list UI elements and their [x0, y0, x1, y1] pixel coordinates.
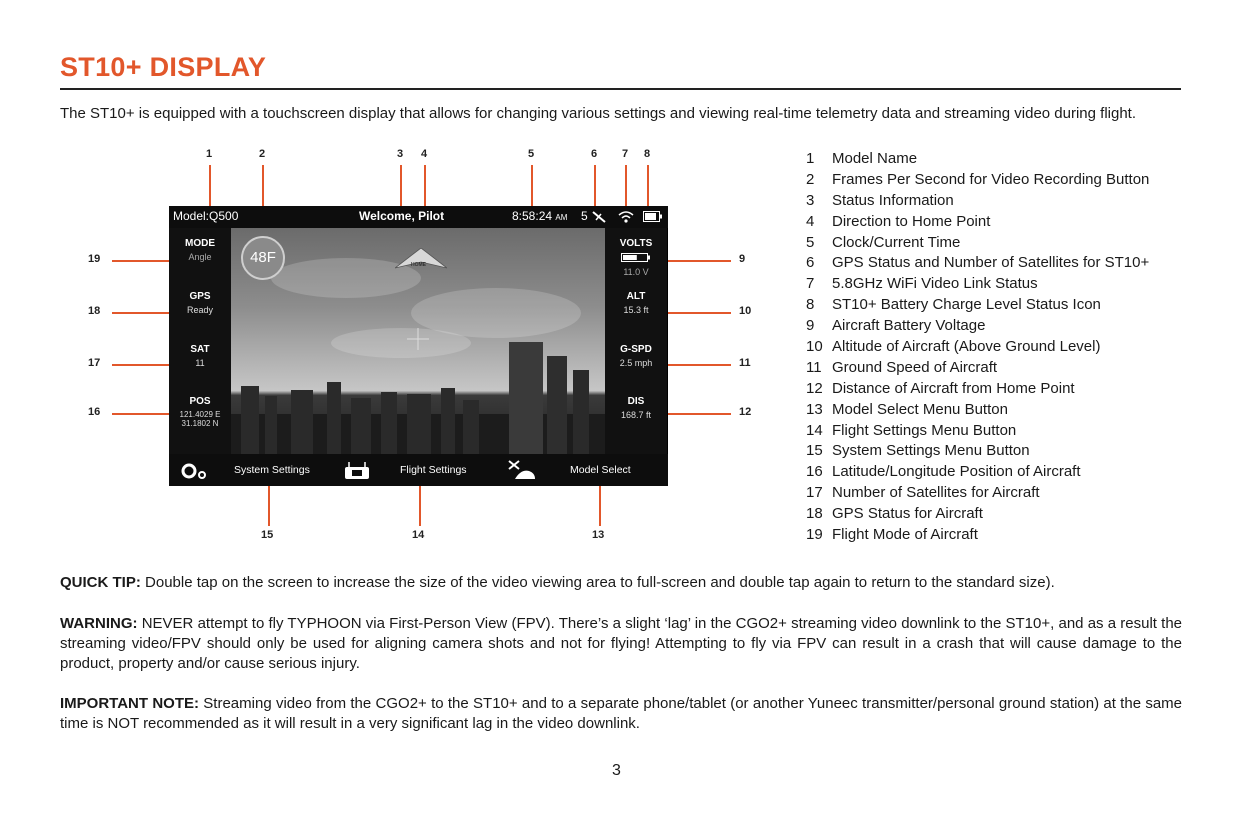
callout-legend	[806, 148, 1149, 545]
legend-number: 13	[806, 400, 823, 418]
intro-paragraph: The ST10+ is equipped with a touchscreen display that allows for changing various settings and viewing real-time telemetry data and streaming video during flight.	[60, 105, 1137, 122]
legend-number: 5	[806, 233, 815, 251]
callout-line	[668, 364, 731, 366]
gspd-block	[605, 344, 667, 368]
title-rule	[60, 88, 1181, 90]
legend-number: 10	[806, 338, 823, 356]
callout-line	[209, 165, 211, 207]
callout-line	[112, 413, 170, 415]
important-label: IMPORTANT NOTE:	[60, 695, 199, 712]
mode-label: MODE	[185, 238, 215, 249]
callout-number: 8	[644, 148, 651, 160]
callout-number: 16	[88, 406, 101, 418]
volts-value: 11.0 V	[623, 267, 649, 277]
aircraft-battery-icon	[621, 253, 651, 262]
st10-screen	[169, 206, 668, 486]
page-title: ST10+ DISPLAY	[60, 52, 267, 82]
gps-block	[169, 291, 231, 315]
volts-label: VOLTS	[619, 238, 653, 249]
gps-label: GPS	[189, 291, 211, 302]
legend-text: Altitude of Aircraft (Above Ground Level)	[832, 338, 1101, 356]
legend-text: System Settings Menu Button	[832, 442, 1030, 460]
callout-number: 7	[622, 148, 629, 160]
callout-line	[531, 165, 533, 207]
gspd-label: G-SPD	[620, 344, 652, 355]
callout-line	[668, 413, 731, 415]
callout-number: 6	[591, 148, 598, 160]
crosshair-icon	[407, 328, 429, 350]
legend-number: 15	[806, 442, 823, 460]
welcome-message: Welcome, Pilot	[359, 209, 445, 223]
system-settings-button[interactable]: System Settings	[234, 464, 310, 476]
legend-number: 11	[806, 358, 822, 376]
page-number: 3	[612, 762, 621, 779]
legend-item	[806, 294, 1149, 315]
pos-label: POS	[189, 396, 211, 407]
legend-item	[806, 440, 1149, 461]
warning-label: WARNING:	[60, 615, 138, 632]
legend-text: Flight Settings Menu Button	[832, 421, 1017, 439]
callout-number: 9	[739, 253, 746, 265]
callout-line	[112, 260, 170, 262]
legend-item	[806, 211, 1149, 232]
callout-number: 1	[206, 148, 213, 160]
sat-block	[169, 344, 231, 368]
flight-settings-button[interactable]: Flight Settings	[400, 464, 467, 476]
legend-item	[806, 461, 1149, 482]
gps-value: Ready	[186, 305, 213, 315]
legend-number: 3	[806, 191, 815, 209]
legend-item	[806, 524, 1149, 545]
pos-latitude: 31.1802 N	[181, 419, 219, 428]
pos-longitude: 121.4029 E	[179, 410, 221, 419]
legend-number: 19	[806, 526, 823, 544]
warning-text: NEVER attempt to fly TYPHOON via First-Person View (FPV). There’s a slight ‘lag’ in the CGO2+ streaming video downlink to the ST10+, and as a result the streaming video/FPV should only be used for aligning camera shots and not for flying! Attempting to fly via FPV can result in a crash that will cause damage to the product, property and/or cause serious injury.	[60, 615, 1183, 672]
drone-icon[interactable]	[507, 459, 537, 481]
legend-item	[806, 273, 1149, 294]
right-telemetry-panel	[605, 228, 667, 454]
callout-line	[625, 165, 627, 207]
legend-number: 6	[806, 254, 815, 272]
legend-item	[806, 378, 1149, 399]
legend-text: Frames Per Second for Video Recording Button	[832, 170, 1150, 188]
legend-text: 5.8GHz WiFi Video Link Status	[832, 275, 1038, 293]
callout-line	[668, 260, 731, 262]
legend-number: 8	[806, 296, 815, 314]
status-bar	[169, 206, 668, 228]
volts-block	[605, 238, 667, 277]
left-telemetry-panel	[169, 228, 231, 454]
alt-block	[605, 291, 667, 315]
battery-icon	[643, 211, 663, 223]
callout-number: 2	[259, 148, 266, 160]
legend-text: Aircraft Battery Voltage	[832, 317, 986, 335]
callout-line	[668, 312, 731, 314]
sat-value: 11	[195, 358, 205, 368]
legend-text: Flight Mode of Aircraft	[832, 526, 978, 544]
alt-value: 15.3 ft	[623, 305, 649, 315]
legend-text: Clock/Current Time	[832, 233, 961, 251]
legend-item	[806, 169, 1149, 190]
callout-number: 12	[739, 406, 752, 418]
callout-line	[112, 312, 170, 314]
legend-item	[806, 252, 1149, 273]
legend-number: 9	[806, 317, 815, 335]
legend-item	[806, 420, 1149, 441]
legend-number: 18	[806, 505, 823, 523]
pos-block	[169, 396, 231, 428]
legend-item	[806, 357, 1149, 378]
legend-text: Model Select Menu Button	[832, 400, 1008, 418]
legend-item	[806, 190, 1149, 211]
callout-number: 4	[421, 148, 428, 160]
gps-sat-count: 5	[581, 209, 588, 223]
dis-label: DIS	[627, 396, 645, 407]
callout-line	[647, 165, 649, 207]
quick-tip-label: QUICK TIP:	[60, 574, 141, 591]
callout-number: 3	[397, 148, 404, 160]
warning	[60, 614, 1182, 674]
callout-number: 11	[739, 357, 751, 369]
legend-number: 16	[806, 463, 823, 481]
model-select-button[interactable]: Model Select	[570, 464, 631, 476]
callout-number: 5	[528, 148, 535, 160]
legend-number: 14	[806, 421, 823, 439]
gear-icon[interactable]	[180, 461, 208, 481]
callout-number: 17	[88, 357, 101, 369]
mode-value: Angle	[188, 252, 212, 262]
alt-label: ALT	[626, 291, 646, 302]
quick-tip-text: Double tap on the screen to increase the size of the video viewing area to full-screen and double tap again to return to the standard size).	[145, 574, 1055, 591]
bottom-menu-bar	[169, 454, 668, 486]
dis-block	[605, 396, 667, 420]
wifi-icon	[618, 210, 634, 224]
legend-text: Status Information	[832, 191, 954, 209]
legend-item	[806, 148, 1149, 169]
mode-block	[169, 238, 231, 262]
legend-item	[806, 399, 1149, 420]
legend-number: 7	[806, 275, 815, 293]
legend-text: Ground Speed of Aircraft	[832, 358, 998, 376]
legend-text: ST10+ Battery Charge Level Status Icon	[832, 296, 1101, 314]
callout-line	[112, 364, 170, 366]
legend-item	[806, 336, 1149, 357]
satellite-icon	[591, 210, 607, 224]
clock: 8:58:24 AM	[512, 209, 568, 223]
transmitter-icon[interactable]	[343, 462, 371, 480]
legend-number: 4	[806, 212, 815, 230]
callout-line	[594, 165, 596, 207]
gspd-value: 2.5 mph	[619, 358, 653, 368]
model-name: Model:Q500	[173, 209, 239, 223]
legend-item	[806, 315, 1149, 336]
callout-number: 18	[88, 305, 101, 317]
callout-line	[400, 165, 402, 207]
callout-number: 13	[592, 529, 605, 541]
callout-number: 10	[739, 305, 752, 317]
important-note	[60, 694, 1182, 734]
important-text: Streaming video from the CGO2+ to the ST10+ and to a separate phone/tablet (or another Yuneec transmitter/personal ground station) at the same time is NOT recommended as it will result in a very significant lag in the video downlink.	[60, 695, 1183, 732]
dis-value: 168.7 ft	[620, 410, 652, 420]
quick-tip	[60, 573, 1182, 593]
legend-text: GPS Status for Aircraft	[832, 505, 983, 523]
callout-number: 19	[88, 253, 101, 265]
legend-number: 17	[806, 484, 823, 502]
legend-item	[806, 232, 1149, 253]
legend-text: Number of Satellites for Aircraft	[832, 484, 1040, 502]
legend-text: Latitude/Longitude Position of Aircraft	[832, 463, 1081, 481]
legend-text: Model Name	[832, 150, 918, 167]
callout-number: 15	[261, 529, 274, 541]
legend-text: GPS Status and Number of Satellites for ST10+	[832, 254, 1150, 272]
aircraft-battery-fill	[623, 255, 637, 260]
fps-button[interactable]: 48F	[241, 236, 285, 280]
legend-text: Distance of Aircraft from Home Point	[832, 379, 1075, 397]
home-label: HOME	[411, 262, 426, 268]
legend-number: 12	[806, 379, 823, 397]
callout-number: 14	[412, 529, 425, 541]
legend-item	[806, 482, 1149, 503]
sat-label: SAT	[190, 344, 210, 355]
legend-item	[806, 503, 1149, 524]
legend-number: 2	[806, 170, 815, 188]
legend-text: Direction to Home Point	[832, 212, 991, 230]
legend-number: 1	[806, 150, 815, 167]
